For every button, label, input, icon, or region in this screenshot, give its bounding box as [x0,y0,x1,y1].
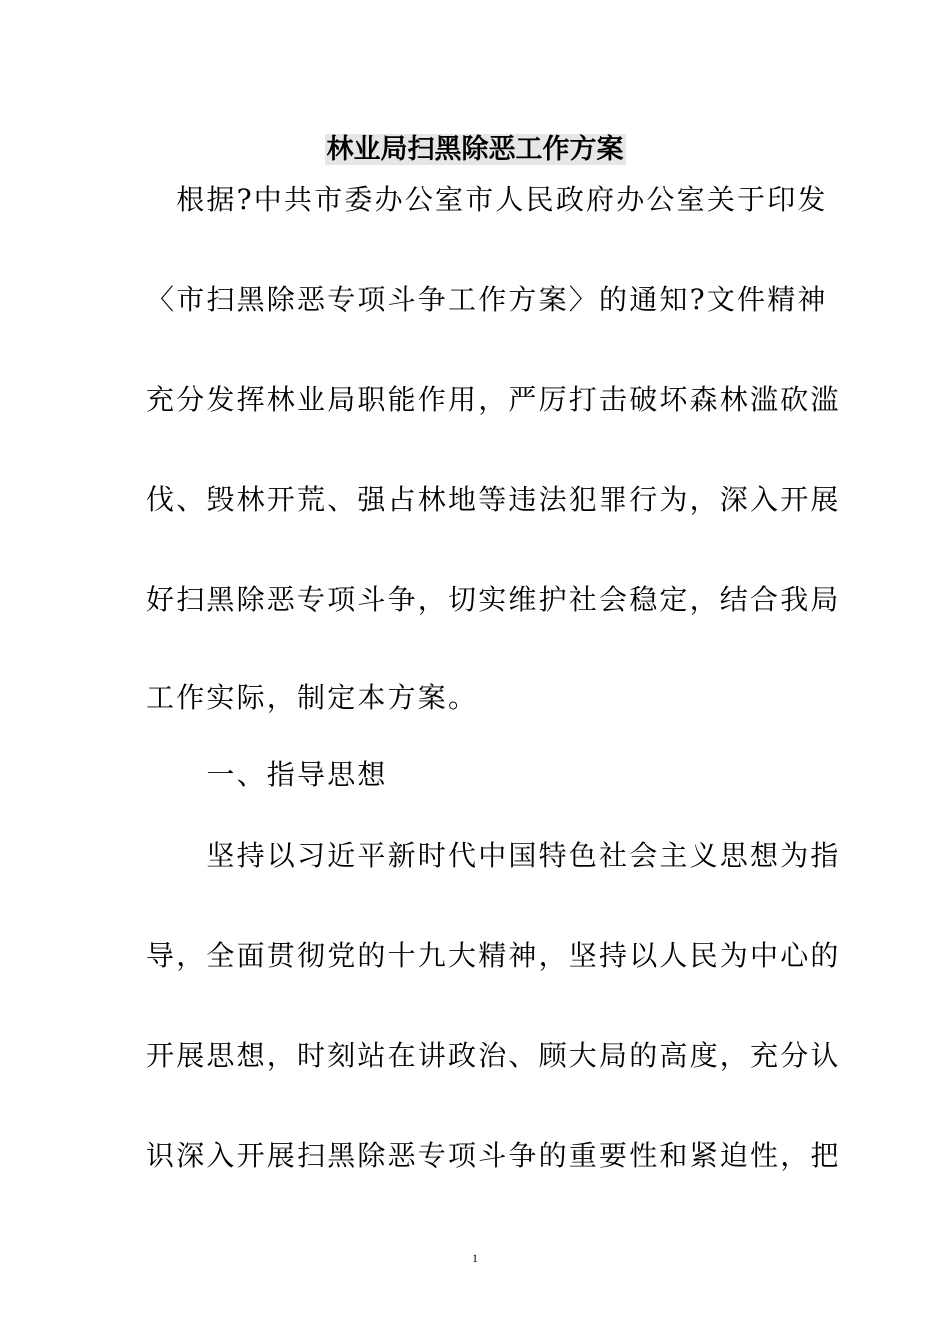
document-title-text: 林业局扫黑除恶工作方案 [326,134,624,165]
paragraph-line: 根据?中共市委办公室市人民政府办公室关于印发 [146,183,828,216]
paragraph-line: 工作实际，制定本方案。 [146,681,479,714]
paragraph-line: 坚持以习近平新时代中国特色社会主义思想为指 [146,839,841,872]
paragraph-line: 伐、毁林开荒、强占林地等违法犯罪行为，深入开展 [146,483,841,516]
paragraph-line: 导，全面贯彻党的十九大精神，坚持以人民为中心的 [146,939,841,972]
document-title [0,130,950,170]
paragraph-line: 识深入开展扫黑除恶专项斗争的重要性和紧迫性，把 [146,1139,841,1172]
paragraph-line: 〈市扫黑除恶专项斗争工作方案〉的通知?文件精神 [146,283,828,316]
section-heading: 一、指导思想 [146,758,388,791]
page-number: 1 [472,1251,478,1265]
paragraph-line: 好扫黑除恶专项斗争，切实维护社会稳定，结合我局 [146,583,841,616]
paragraph-line: 充分发挥林业局职能作用，严厉打击破坏森林滥砍滥 [146,383,841,416]
paragraph-line: 开展思想，时刻站在讲政治、顾大局的高度，充分认 [146,1039,841,1072]
